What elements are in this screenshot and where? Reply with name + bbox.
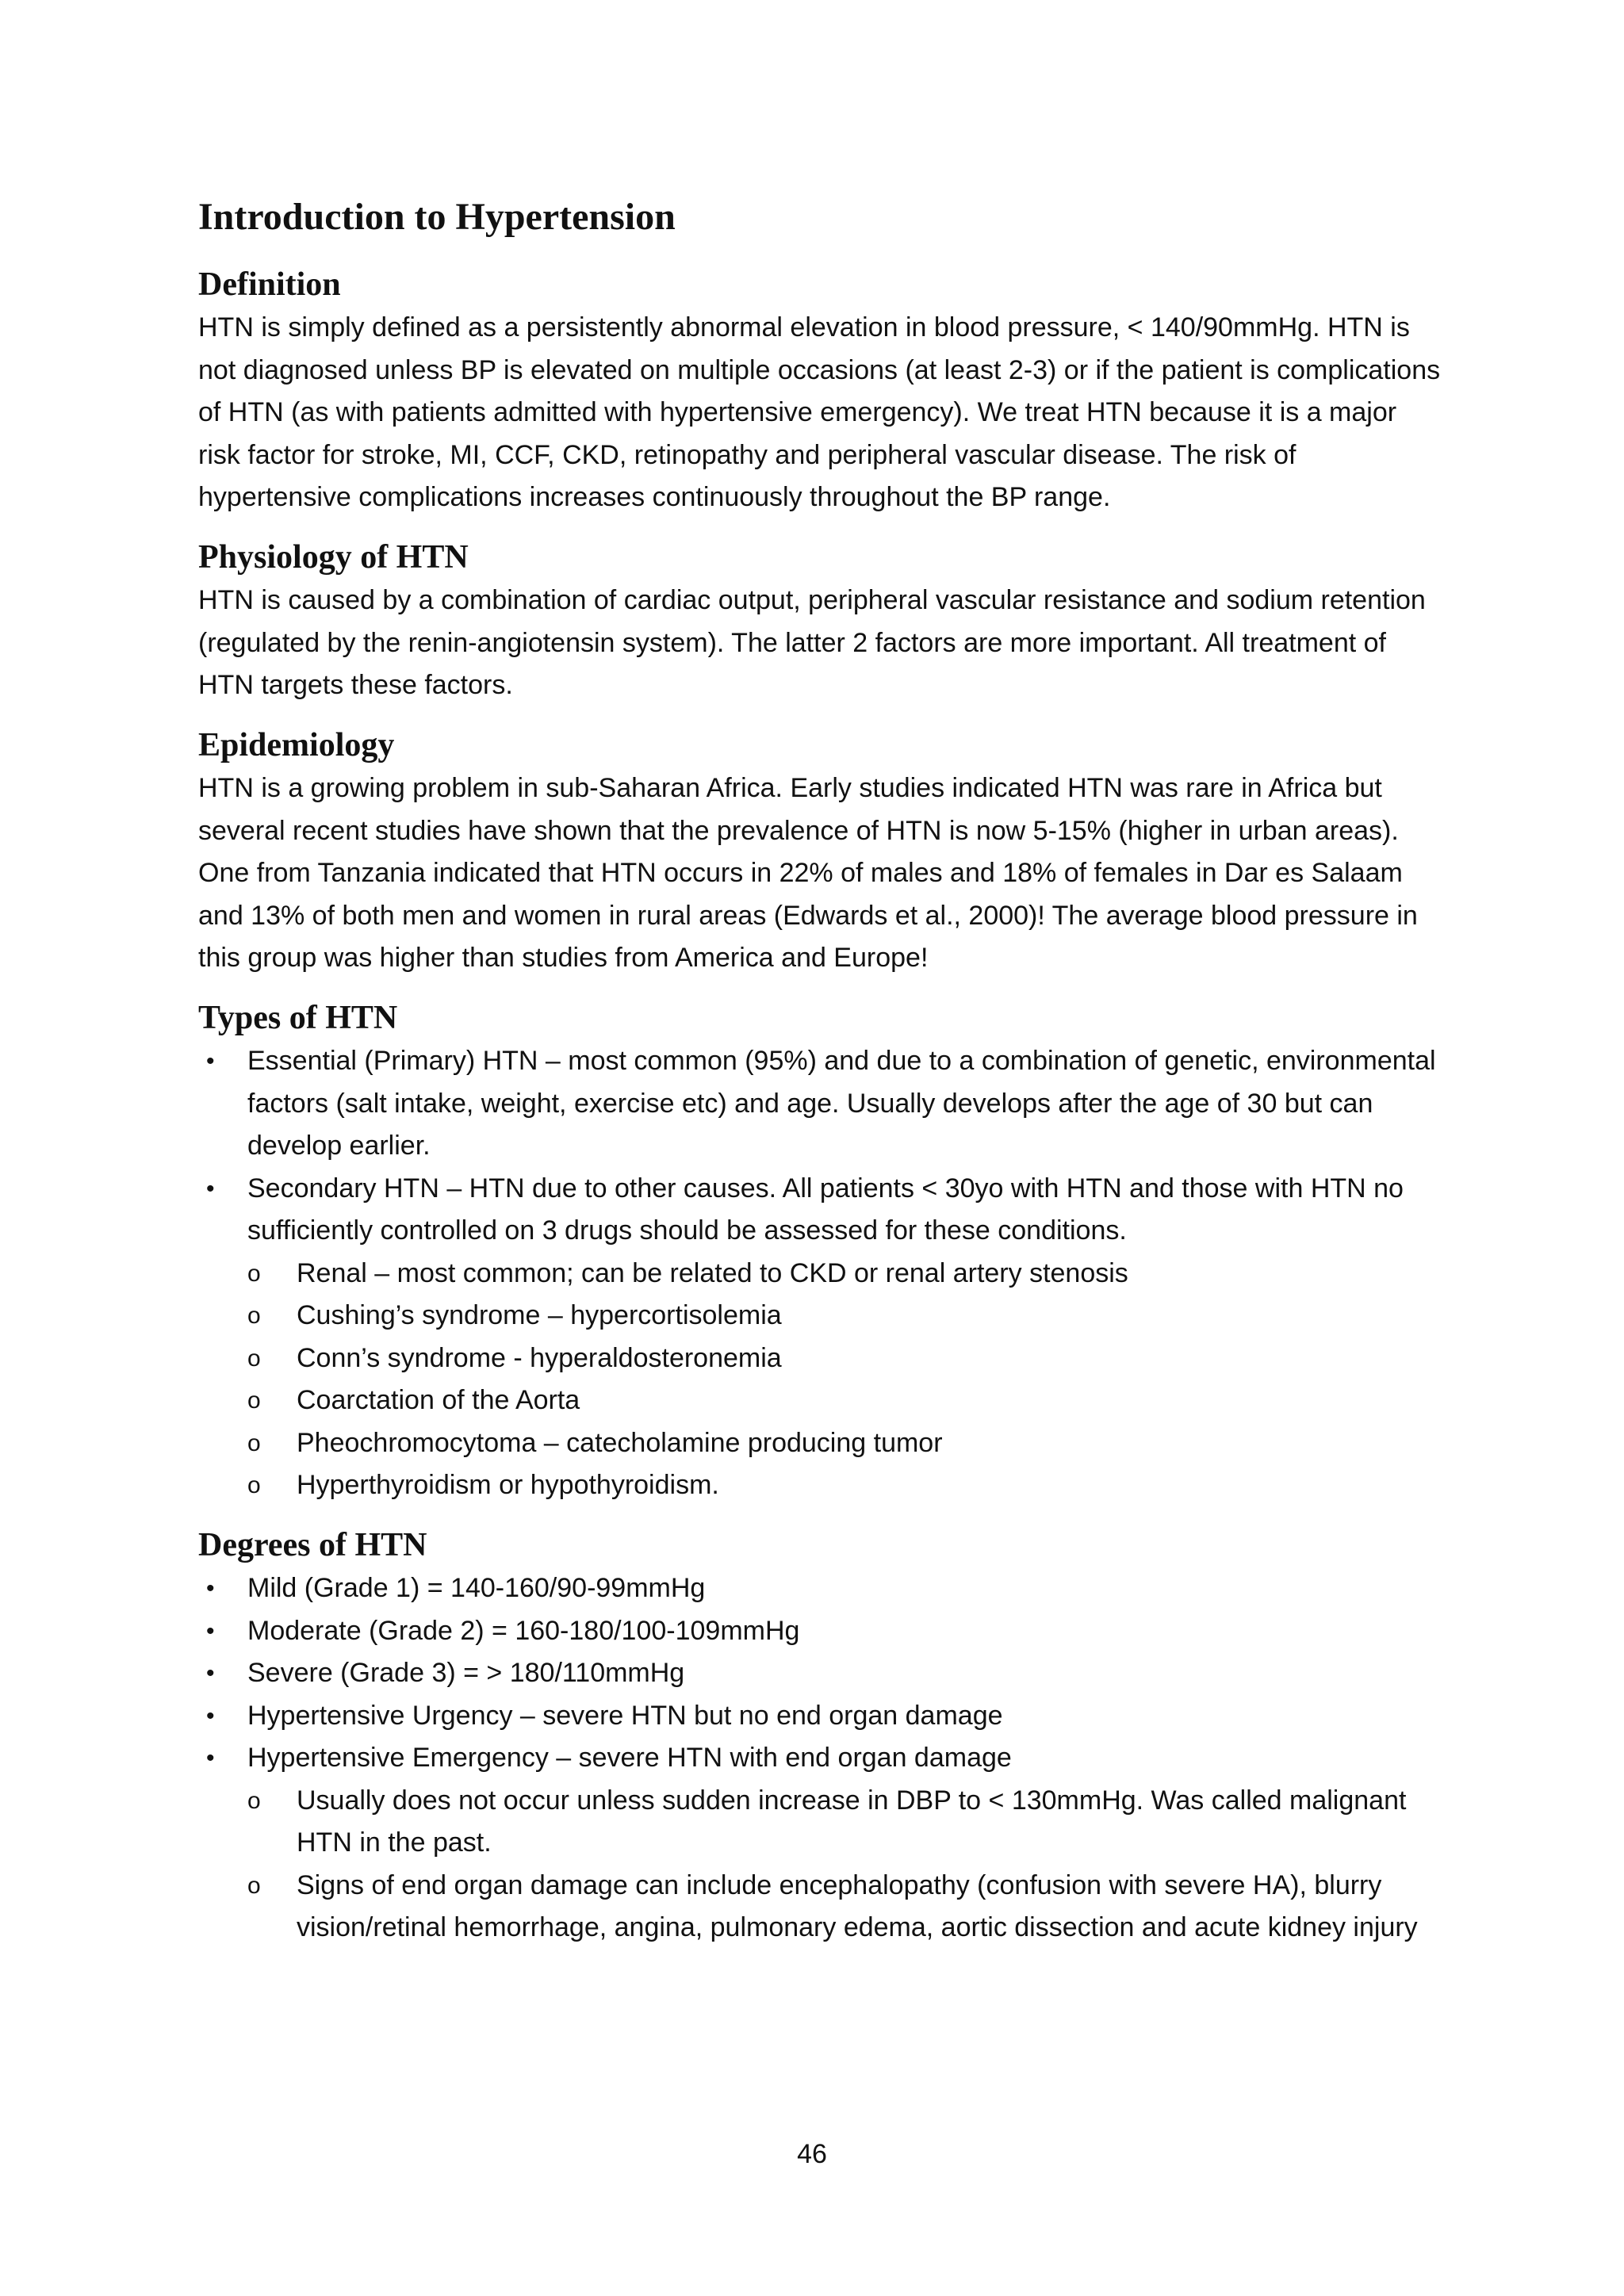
sub-list-item (198, 1422, 1443, 1465)
sub-list-item-text: Coarctation of the Aorta (297, 1385, 580, 1416)
sub-list-item-text: Conn’s syndrome - hyperaldosteronemia (297, 1342, 782, 1373)
sub-list-item (198, 1337, 1443, 1380)
bullet-icon: • (206, 1617, 215, 1644)
types-list (198, 1040, 1443, 1507)
heading-types: Types of HTN (198, 999, 398, 1036)
list-item-text: Secondary HTN – HTN due to other causes. All patients < 30yo with HTN and those with HTN no sufficiently controlled on 3 drugs should be assessed for these conditions. (247, 1173, 1404, 1246)
hollow-bullet-icon: o (247, 1472, 261, 1499)
page-number: 46 (797, 2139, 827, 2169)
list-item (198, 1168, 1443, 1253)
heading-degrees: Degrees of HTN (198, 1526, 427, 1563)
list-item (198, 1737, 1443, 1780)
sub-list-item-text: Hyperthyroidism or hypothyroidism. (297, 1470, 719, 1501)
list-item-text: Hypertensive Emergency – severe HTN with end organ damage (247, 1743, 1012, 1774)
bullet-icon: • (206, 1745, 215, 1772)
paragraph-definition: HTN is simply defined as a persistently abnormal elevation in blood pressure, < 140/90mmHg. HTN is not diagnosed unless BP is elevated on multiple occasions (at least 2-3) or if the patient is complications of HTN (as with patients admitted with hypertensive emergency). We treat HTN because it is a major risk factor for stroke, MI, CCF, CKD, retinopathy and peripheral vascular disease. The risk of hypertensive complications increases continuously throughout the BP range. (198, 312, 1441, 513)
emergency-details-list (198, 1780, 1443, 1950)
document-page (198, 194, 1443, 1967)
list-item (198, 1695, 1443, 1738)
list-item (198, 1652, 1443, 1695)
list-item (198, 1567, 1443, 1610)
sub-list-item (198, 1464, 1443, 1507)
heading-physiology: Physiology of HTN (198, 538, 469, 576)
list-item (198, 1610, 1443, 1653)
degrees-list (198, 1567, 1443, 1950)
list-item-text: Moderate (Grade 2) = 160-180/100-109mmHg (247, 1615, 800, 1646)
bullet-icon: • (206, 1575, 215, 1602)
sub-list-item-text: Usually does not occur unless sudden increase in DBP to < 130mmHg. Was called malignant HTN in the past. (297, 1785, 1407, 1858)
hollow-bullet-icon: o (247, 1345, 261, 1372)
hollow-bullet-icon: o (247, 1387, 261, 1414)
list-item-text: Mild (Grade 1) = 140-160/90-99mmHg (247, 1573, 706, 1604)
heading-epidemiology: Epidemiology (198, 726, 395, 763)
bullet-icon: • (206, 1175, 215, 1202)
sub-list-item-text: Renal – most common; can be related to CKD or renal artery stenosis (297, 1257, 1128, 1288)
sub-list-item (198, 1865, 1443, 1950)
hollow-bullet-icon: o (247, 1303, 261, 1330)
bullet-icon: • (206, 1660, 215, 1687)
hollow-bullet-icon: o (247, 1429, 261, 1456)
sub-list-item-text: Cushing’s syndrome – hypercortisolemia (297, 1300, 782, 1331)
list-item (198, 1040, 1443, 1168)
heading-definition: Definition (198, 266, 341, 303)
sub-list-item (198, 1253, 1443, 1295)
paragraph-physiology: HTN is caused by a combination of cardiac output, peripheral vascular resistance and sodium retention (regulated by the renin-angiotensin system). The latter 2 factors are more important. All treatment of HTN targets these factors. (198, 585, 1426, 701)
sublist-container (198, 1780, 1443, 1950)
sub-list-item (198, 1380, 1443, 1422)
bullet-icon: • (206, 1702, 215, 1729)
sub-list-item-text: Signs of end organ damage can include encephalopathy (confusion with severe HA), blurry vision/retinal hemorrhage, angina, pulmonary edema, aortic dissection and acute kidney injury (297, 1869, 1418, 1943)
hollow-bullet-icon: o (247, 1872, 261, 1899)
sub-list-item (198, 1780, 1443, 1865)
sub-list-item (198, 1295, 1443, 1337)
secondary-causes-list (198, 1253, 1443, 1507)
hollow-bullet-icon: o (247, 1787, 261, 1814)
page-title: Introduction to Hypertension (198, 196, 676, 238)
sub-list-item-text: Pheochromocytoma – catecholamine producing tumor (297, 1427, 943, 1458)
list-item-text: Severe (Grade 3) = > 180/110mmHg (247, 1658, 685, 1689)
list-item-text: Essential (Primary) HTN – most common (95%) and due to a combination of genetic, environmental factors (salt intake, weight, exercise etc) and age. Usually develops after the age of 30 but can develop earlier. (247, 1046, 1436, 1161)
paragraph-epidemiology: HTN is a growing problem in sub-Saharan Africa. Early studies indicated HTN was rare in Africa but several recent studies have shown that the prevalence of HTN is now 5-15% (higher in urban areas). One from Tanzania indicated that HTN occurs in 22% of males and 18% of females in Dar es Salaam and 13% of both men and women in rural areas (Edwards et al., 2000)! The average blood pressure in this group was higher than studies from America and Europe! (198, 773, 1418, 974)
list-item-text: Hypertensive Urgency – severe HTN but no end organ damage (247, 1700, 1003, 1731)
hollow-bullet-icon: o (247, 1260, 261, 1287)
bullet-icon: • (206, 1048, 215, 1075)
sublist-container (198, 1253, 1443, 1507)
